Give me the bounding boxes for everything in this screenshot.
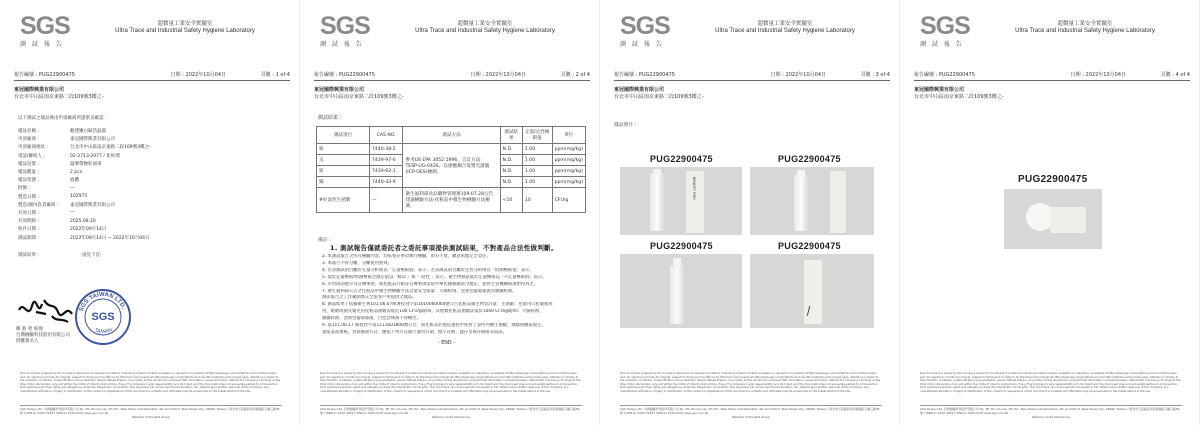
cell-item: 鉛: [317, 166, 370, 177]
client-name: 東冠國際興業有限公司: [614, 87, 665, 93]
report-page-4: [900, 0, 1200, 425]
sample-photo: [620, 254, 742, 328]
remark-item: 綠膿桿菌、金黃色葡萄球菌，白色念珠菌不得檢出。: [322, 316, 421, 322]
footer-address-block: [620, 408, 882, 419]
field-label: 樣品包裝 :: [18, 161, 39, 167]
cell-unit: CFU/g: [552, 188, 585, 213]
page-number: 1 of 4: [275, 72, 290, 78]
signer-title: 授權簽名人: [16, 339, 39, 344]
field-value: 東冠國際興業有限公司: [70, 202, 115, 208]
column-header: 測試項目: [317, 127, 370, 144]
cell-limit: 1.00: [522, 144, 552, 155]
cell-result: <10: [500, 188, 522, 213]
report-page-3: [600, 0, 900, 425]
footer-address: SGS Taiwan Ltd. 台灣檢驗科技股份有限公司 No. 38, Wu Chyuan 7th Rd., New Taipei Industrial Park, Wu Ku District, New Taipei City, 24890, Taiwan / 新北市五股區新北產業園區五權七路38號 t (886-2) 2299-3939 f (886-2) 2299-3237 www.sgs.com.tw: [320, 407, 580, 415]
intro-text: 以下測試之樣品係由申請廠商所提供及確認 :: [18, 116, 107, 121]
footer-rule: [20, 405, 282, 406]
sample-photo: [750, 254, 874, 328]
client-address: 台北市中山區南京東路二段109號3樓之-: [614, 94, 704, 100]
remarks-heading: 1. 測試報告僅就委託者之委託事項提供測試結果，不對產品合法性做判斷。: [330, 244, 558, 252]
field-value: 液體: [70, 178, 79, 184]
remarks-label: 備註 :: [318, 238, 331, 243]
lab-name-en: Ultra Trace and Industrial Safety Hygiene Laboratory: [715, 28, 855, 34]
field-value: 02-2713-2077 / 崔經理: [70, 153, 120, 159]
date-label: 日期 :: [170, 72, 184, 78]
footer-rule: [620, 405, 882, 406]
report-meta: [14, 71, 290, 78]
column-header: CAS NO.: [369, 127, 403, 144]
field-row: [18, 168, 190, 176]
sgs-logo: [320, 12, 370, 48]
sample-photo: [620, 167, 742, 235]
report-no-label: 報告編號 :: [14, 72, 38, 78]
report-meta: [614, 71, 890, 78]
field-label: 申請廠商地址 :: [18, 145, 48, 151]
report-no: PUG22900475: [338, 72, 375, 78]
report-date: 2022年10月04日: [785, 72, 826, 78]
column-header: 測試方法: [403, 127, 500, 144]
report-date: 2022年10月04日: [185, 72, 226, 78]
sgs-logo-text: SGS: [320, 12, 370, 40]
field-row: [18, 176, 190, 184]
column-header: 測試結果: [500, 127, 522, 144]
lab-name-en: Ultra Trace and Industrial Safety Hygiene Laboratory: [115, 28, 255, 34]
cell-limit: 1.00: [522, 166, 552, 177]
footer-disclaimer: This document is issued by the Company subject to its General Conditions of Service printed overleaf, available on request or accessible at http://www.sgs.com/en/Terms-and-Conditions.aspx and, for electronic format documents, subject to Terms and Conditions for Electronic Documents at http://www.sgs.com/en/Terms-and-Conditions/Terms-e-Document.aspx. Attention is drawn to the limitation of liability, indemnification and jurisdiction issues defined therein. Any holder of this document is advised that information contained hereon reflects the Company's findings at the time of its intervention only and within the limits of Client's instructions, if any. The Company's sole responsibility is to its Client and this document does not exonerate parties to a transaction from exercising all their rights and obligations under the transaction documents. This document cannot be reproduced except in full, without prior written approval of the Company. Any unauthorized alteration, forgery or falsification of the content or appearance of this document is unlawful and offenders may be prosecuted to the fullest extent of the law.: [920, 371, 1181, 393]
report-no: PUG22900475: [938, 72, 975, 78]
report-label: 測 試 報 告: [620, 41, 664, 48]
remarks-list: [322, 254, 584, 337]
sgs-logo-text: SGS: [20, 12, 70, 40]
page-number: 4 of 4: [1175, 72, 1190, 78]
field-row: [18, 225, 190, 233]
remark-item: 8. 測試結果 / 依據衛生署101.06.07衛署授食字第1010060060號公告化粧品微生物容許量：生菌數：兒童用口腔黏膜用: [322, 302, 553, 308]
cell-item: 鉛: [317, 144, 370, 155]
field-value: 台北市中山區南京東路二段109號3樓之-: [70, 145, 151, 151]
cell-result: N.D.: [500, 155, 522, 166]
footer-address-block: [20, 408, 282, 419]
report-meta: [314, 71, 590, 78]
report-label: 測 試 報 告: [320, 41, 364, 48]
lab-name: [380, 21, 590, 35]
cell-item: 汞: [317, 155, 370, 166]
field-row: [18, 184, 190, 192]
field-row: [18, 160, 190, 168]
cell-unit: ppm(mg/kg): [552, 144, 585, 155]
signer-name: 陳 新 智 經理: [16, 327, 43, 332]
page-label: 頁數 :: [260, 72, 275, 78]
cell-limit: 10: [522, 188, 552, 213]
field-row: [18, 233, 190, 241]
remark-item: 6. 市售商品標示及宣傳事項，或化粧品行銷等宣傳事項需依中華民國相關法令規定，並經主管機關核准始得為之。: [322, 281, 539, 287]
footer-address: SGS Taiwan Ltd. 台灣檢驗科技股份有限公司 No. 38, Wu Chyuan 7th Rd., New Taipei Industrial Park, Wu Ku District, New Taipei City, 24890, Taiwan / 新北市五股區新北產業園區五權七路38號 t (886-2) 2299-3939 f (886-2) 2299-3237 www.sgs.com.tw: [920, 407, 1180, 415]
report-date: 2022年10月04日: [1085, 72, 1126, 78]
report-date: 2022年10月04日: [485, 72, 526, 78]
date-label: 日期 :: [770, 72, 784, 78]
svg-text:SGS TAIWAN LTD.: SGS TAIWAN LTD.: [78, 291, 127, 313]
sample-fields: [18, 127, 190, 242]
date-label: 日期 :: [470, 72, 484, 78]
remark-item: 3. 本報告不得分離，分離使用無效。: [322, 260, 392, 266]
footer-group: Member of the SGS Group: [1032, 414, 1070, 419]
field-label: 有效期限 :: [18, 219, 39, 225]
photo-label: PUG22900475: [1018, 174, 1088, 185]
remark-item: 測試報告之工作範圍係完全依客戶所提供之樣品。: [322, 295, 417, 301]
svg-text:TAIWAN: TAIWAN: [93, 326, 114, 336]
field-label: 樣品名稱 :: [18, 129, 39, 135]
client-address: 台北市中山區南京東路二段109號3樓之-: [314, 94, 404, 100]
lab-name: [80, 21, 290, 35]
field-value: 東冠國際興業有限公司: [70, 137, 115, 143]
cell-cas: 7439-92-1: [369, 166, 403, 177]
cell-item: #好氣性生菌數: [317, 188, 370, 213]
cell-unit: ppm(mg/kg): [552, 177, 585, 188]
cell-cas: 7440-38-2: [369, 144, 403, 155]
cell-cas: 7440-43-9: [369, 177, 403, 188]
field-label: 樣品型態 :: [18, 178, 39, 184]
test-result-label: 測試結果 :: [18, 253, 39, 258]
report-label: 測 試 報 告: [20, 41, 64, 48]
header-rule: [614, 80, 890, 81]
field-value: —: [70, 185, 75, 191]
cell-result: N.D.: [500, 144, 522, 155]
field-row: [18, 193, 190, 201]
lab-name-zh: 超微量工業安全實驗室: [757, 21, 813, 27]
cell-result: N.D.: [500, 177, 522, 188]
footer-disclaimer: This document is issued by the Company subject to its General Conditions of Service printed overleaf, available on request or accessible at http://www.sgs.com/en/Terms-and-Conditions.aspx and, for electronic format documents, subject to Terms and Conditions for Electronic Documents at http://www.sgs.com/en/Terms-and-Conditions/Terms-e-Document.aspx. Attention is drawn to the limitation of liability, indemnification and jurisdiction issues defined therein. Any holder of this document is advised that information contained hereon reflects the Company's findings at the time of its intervention only and within the limits of Client's instructions, if any. The Company's sole responsibility is to its Client and this document does not exonerate parties to a transaction from exercising all their rights and obligations under the transaction documents. This document cannot be reproduced except in full, without prior written approval of the Company. Any unauthorized alteration, forgery or falsification of the content or appearance of this document is unlawful and offenders may be prosecuted to the fullest extent of the law.: [620, 371, 881, 393]
cell-result: N.D.: [500, 166, 522, 177]
sgs-logo-text: SGS: [620, 12, 670, 40]
photo-label: PUG22900475: [778, 154, 841, 164]
report-no-label: 報告編號 :: [614, 72, 638, 78]
footer-group: Member of the SGS Group: [132, 414, 170, 419]
page-number: 2 of 4: [575, 72, 590, 78]
remark-item: 用、眼睛周圍及嬰兒用化粧品菌數需低於100 CFU/g或ml，其他類化粧品菌數需低於1000 CFU/g或ml；大腸桿菌、: [322, 309, 544, 315]
remark-item: 量依書面審核，封面處理方式：應依下列方式開立適用日期、標示符號、儲存及保存期限等資訊。: [322, 329, 507, 335]
sgs-logo: [620, 12, 670, 48]
header-rule: [914, 80, 1190, 81]
footer-address-block: [920, 408, 1182, 419]
report-no: PUG22900475: [638, 72, 675, 78]
lab-name-zh: 超微量工業安全實驗室: [457, 21, 513, 27]
remark-item: 2. 本測試報告之所有檢驗內容，均依委託事項執行檢驗，如有不實，願意承擔完全責任。: [322, 254, 491, 259]
test-result-note: [18, 252, 102, 258]
field-label: 批號 :: [18, 186, 30, 192]
header-rule: [314, 80, 590, 81]
field-label: 收件日期 :: [18, 227, 39, 233]
report-no: PUG22900475: [38, 72, 75, 78]
remark-item: 7. 衛生福利部公告之化粧品中微生物檢驗方法含量安全限量：大腸桿菌，金黃色葡萄球菌及綠膿桿菌。: [322, 288, 517, 294]
cell-limit: 1.00: [522, 155, 552, 166]
footer-address: SGS Taiwan Ltd. 台灣檢驗科技股份有限公司 No. 38, Wu Chyuan 7th Rd., New Taipei Industrial Park, Wu Ku District, New Taipei City, 24890, Taiwan / 新北市五股區新北產業園區五權七路38號 t (886-2) 2299-3939 f (886-2) 2299-3237 www.sgs.com.tw: [620, 407, 880, 415]
field-label: 測試期間 :: [18, 235, 39, 241]
remark-item: 5. 低於定量極限/偵測極限之測定值以「N.D.」或「 陰性 」表示。微生物測試低於定量極限以「<定量極限值」表示。: [322, 274, 547, 280]
client-block: [914, 87, 1004, 101]
results-table: [316, 126, 586, 213]
field-label: 製造/國內負責廠商 :: [18, 202, 59, 208]
lab-name: [680, 21, 890, 35]
field-label: 樣品數量 :: [18, 170, 39, 176]
svg-text:SGS: SGS: [91, 311, 115, 323]
field-label: 製造日期 :: [18, 194, 39, 200]
field-row: [18, 201, 190, 209]
cell-cas: —: [369, 188, 403, 213]
field-label: 電話/聯絡人 :: [18, 153, 45, 159]
page-number: 3 of 4: [875, 72, 890, 78]
lab-name-zh: 超微量工業安全實驗室: [1057, 21, 1113, 27]
box-brand-text: BEAUTY FISH: [692, 177, 696, 200]
section-title: 樣品照片 :: [614, 123, 637, 128]
field-row: [18, 127, 190, 135]
report-meta: [914, 71, 1190, 78]
footer-group: Member of the SGS Group: [732, 414, 770, 419]
field-value: 2022年09月14日 ~ 2022年10月04日: [70, 235, 150, 241]
client-name: 東冠國際興業有限公司: [914, 87, 965, 93]
lab-name-zh: 超微量工業安全實驗室: [157, 21, 213, 27]
report-label: 測 試 報 告: [920, 41, 964, 48]
report-no-label: 報告編號 :: [314, 72, 338, 78]
sgs-logo: [20, 12, 70, 48]
sgs-logo-text: SGS: [920, 12, 970, 40]
report-page-1: [0, 0, 300, 425]
report-page-2: [300, 0, 600, 425]
field-value: 2025.08.20: [70, 218, 96, 224]
remark-item: 4. 若該測試項目屬於定量分析則以「定量極限值」表示；若該測試項目屬於定性分析則以「偵測極限值」表示。: [322, 267, 534, 273]
cell-method: 衛生福利部食品藥物管理署109.07.28公告建議檢驗方法-化粧品中微生物檢驗方法檢測。: [403, 188, 500, 213]
page-label: 頁數 :: [860, 72, 875, 78]
client-name: 東冠國際興業有限公司: [14, 87, 65, 93]
cell-method: 參考US EPA 3052:1996，自訂方法：TESP-UG-043S，以感應耦合電漿光譜儀(ICP-OES)檢測。: [403, 144, 500, 188]
footer-disclaimer: This document is issued by the Company subject to its General Conditions of Service printed overleaf, available on request or accessible at http://www.sgs.com/en/Terms-and-Conditions.aspx and, for electronic format documents, subject to Terms and Conditions for Electronic Documents at http://www.sgs.com/en/Terms-and-Conditions/Terms-e-Document.aspx. Attention is drawn to the limitation of liability, indemnification and jurisdiction issues defined therein. Any holder of this document is advised that information contained hereon reflects the Company's findings at the time of its intervention only and within the limits of Client's instructions, if any. The Company's sole responsibility is to its Client and this document does not exonerate parties to a transaction from exercising all their rights and obligations under the transaction documents. This document cannot be reproduced except in full, without prior written approval of the Company. Any unauthorized alteration, forgery or falsification of the content or appearance of this document is unlawful and offenders may be prosecuted to the fullest extent of the law.: [320, 371, 581, 393]
header-rule: [14, 80, 290, 81]
page-label: 頁數 :: [560, 72, 575, 78]
field-row: [18, 217, 190, 225]
end-marker: - END -: [438, 341, 455, 346]
field-label: 申請廠商 :: [18, 137, 39, 143]
photo-label: PUG22900475: [778, 241, 841, 251]
field-value: 2 pcs: [70, 169, 82, 175]
column-header: 定量/定性極限值: [522, 127, 552, 144]
cell-unit: ppm(mg/kg): [552, 166, 585, 177]
client-address: 台北市中山區南京東路二段109號3樓之-: [914, 94, 1004, 100]
client-block: [314, 87, 404, 101]
test-result-value: -請見下頁-: [80, 253, 102, 258]
signature-image: [16, 292, 76, 332]
client-block: [614, 87, 704, 101]
remark-item: 9. 依111.06.17 衛授食字第1111601800號公告，如化粧品於製造過程中經對上表所列總生菌數，抽樣時應依規定，: [322, 323, 546, 329]
footer-rule: [320, 405, 582, 406]
cell-cas: 7439-97-6: [369, 155, 403, 166]
sgs-logo: [920, 12, 970, 48]
signer-company: 台灣檢驗科技股份有限公司: [16, 333, 70, 338]
cell-unit: ppm(mg/kg): [552, 155, 585, 166]
field-value: 2022年09月14日: [70, 227, 107, 233]
field-label: 有效日期 :: [18, 210, 39, 216]
report-no-label: 報告編號 :: [914, 72, 938, 78]
field-row: [18, 152, 190, 160]
footer-address-block: [320, 408, 582, 419]
field-value: 102975: [70, 194, 88, 200]
footer-address: SGS Taiwan Ltd. 台灣檢驗科技股份有限公司 No. 38, Wu Chyuan 7th Rd., New Taipei Industrial Park, Wu Ku District, New Taipei City, 24890, Taiwan / 新北市五股區新北產業園區五權七路38號 t (886-2) 2299-3939 f (886-2) 2299-3237 www.sgs.com.tw: [20, 407, 280, 415]
table-row: [317, 188, 586, 213]
sample-photo: [750, 167, 874, 235]
field-value: 溫肇帶橡粒面罩: [70, 161, 102, 167]
field-row: [18, 209, 190, 217]
cell-limit: 1.00: [522, 177, 552, 188]
table-row: [317, 144, 586, 155]
photo-label: PUG22900475: [650, 241, 713, 251]
cell-item: 鎘: [317, 177, 370, 188]
client-address: 台北市中山區南京東路二段109號3樓之-: [14, 94, 104, 100]
column-header: 單位: [552, 127, 585, 144]
field-row: [18, 135, 190, 143]
lab-name: [980, 21, 1190, 35]
photo-label: PUG22900475: [650, 154, 713, 164]
footer-disclaimer: This document is issued by the Company subject to its General Conditions of Service printed overleaf, available on request or accessible at http://www.sgs.com/en/Terms-and-Conditions.aspx and, for electronic format documents, subject to Terms and Conditions for Electronic Documents at http://www.sgs.com/en/Terms-and-Conditions/Terms-e-Document.aspx. Attention is drawn to the limitation of liability, indemnification and jurisdiction issues defined therein. Any holder of this document is advised that information contained hereon reflects the Company's findings at the time of its intervention only and within the limits of Client's instructions, if any. The Company's sole responsibility is to its Client and this document does not exonerate parties to a transaction from exercising all their rights and obligations under the transaction documents. This document cannot be reproduced except in full, without prior written approval of the Company. Any unauthorized alteration, forgery or falsification of the content or appearance of this document is unlawful and offenders may be prosecuted to the fullest extent of the law.: [20, 371, 281, 393]
client-name: 東冠國際興業有限公司: [314, 87, 365, 93]
client-block: [14, 87, 104, 101]
footer-rule: [920, 405, 1182, 406]
lab-name-en: Ultra Trace and Industrial Safety Hygiene Laboratory: [415, 28, 555, 34]
sample-photo: [1004, 189, 1102, 249]
table-header-row: [317, 127, 586, 144]
lab-name-en: Ultra Trace and Industrial Safety Hygiene Laboratory: [1015, 28, 1155, 34]
page-label: 頁數 :: [1160, 72, 1175, 78]
footer-group: Member of the SGS Group: [432, 414, 470, 419]
field-value: —: [70, 210, 75, 216]
field-value: 賴透嫩白賦活晶露: [70, 129, 106, 135]
sgs-seal-stamp: [74, 288, 132, 346]
signer-caption: [16, 327, 70, 345]
date-label: 日期 :: [1070, 72, 1084, 78]
field-row: [18, 143, 190, 151]
section-title: 測試結果 :: [318, 115, 342, 121]
